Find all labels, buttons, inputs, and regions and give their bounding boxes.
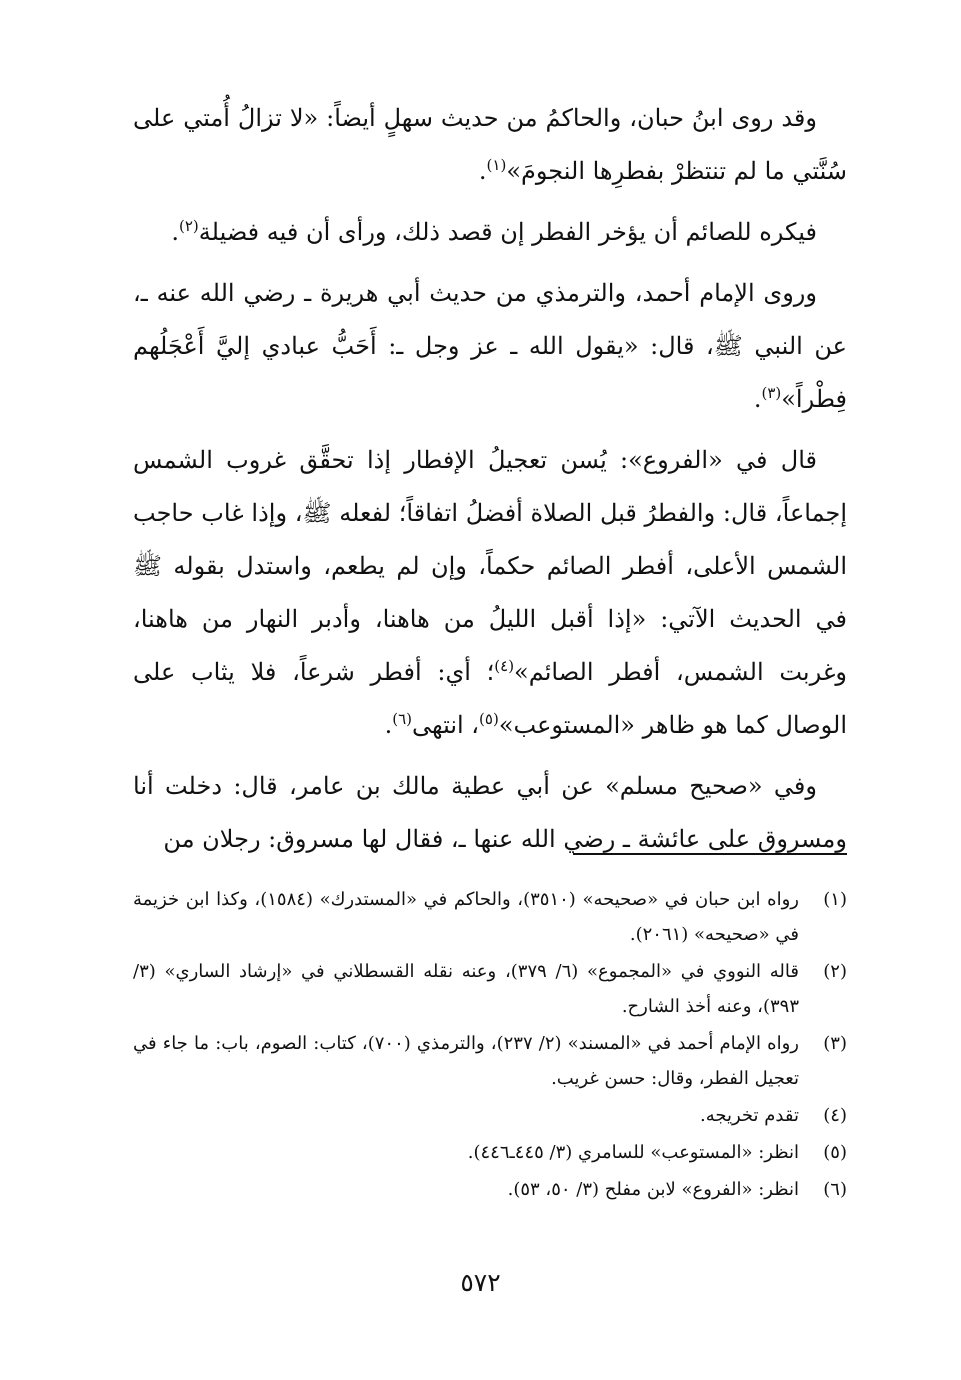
footnote-number: (٣) xyxy=(823,1033,847,1054)
text-span: وروى الإمام أحمد، والترمذي من حديث أبي هريرة ـ رضي الله عنه ـ، عن النبي ﷺ، قال: «يقول الله ـ عز وجل ـ: أَحَبُّ عبادي إليَّ أَعْجَلُهم فِطْراً» xyxy=(133,279,847,413)
paragraph xyxy=(133,92,847,198)
footnote-number: (٤) xyxy=(823,1105,847,1126)
footnote-text: رواه ابن حبان في «صحيحه» (٣٥١٠)، والحاكم في «المستدرك» (١٥٨٤)، وكذا ابن خزيمة في «صحيحه» (٢٠٦١). xyxy=(133,889,799,945)
text-span: . xyxy=(478,157,487,185)
text-span: . xyxy=(384,711,393,739)
footnote xyxy=(133,1135,847,1170)
footnote-number: (٦) xyxy=(823,1179,847,1200)
footnote-ref[interactable]: (٤) xyxy=(494,657,515,675)
text-span: فيكره للصائم أن يؤخر الفطر إن قصد ذلك، ورأى أن فيه فضيلة xyxy=(198,218,817,246)
footnote-number: (٢) xyxy=(823,961,847,982)
text-span: وفي «صحيح مسلم» عن أبي عطية مالك بن عامر، قال: دخلت أنا ومسروق على عائشة ـ رضي الله عنها ـ، فقال لها مسروق: رجلان من xyxy=(133,772,847,853)
footnote-text: انظر: «المستوعب» للسامري (٣/ ٤٤٥ـ٤٤٦). xyxy=(467,1142,799,1163)
footnote-ref[interactable]: (٣) xyxy=(761,384,782,402)
text-span: ، انتهى xyxy=(412,711,480,739)
main-text xyxy=(133,92,847,874)
footnote-number: (٥) xyxy=(823,1142,847,1163)
footnote xyxy=(133,1026,847,1096)
footnote-number: (١) xyxy=(823,889,847,910)
footnote-separator xyxy=(573,853,847,855)
footnote-text: انظر: «الفروع» لابن مفلح (٣/ ٥٠، ٥٣). xyxy=(507,1179,799,1200)
footnote-ref[interactable]: (٢) xyxy=(178,217,199,235)
footnote-text: قاله النووي في «المجموع» (٦/ ٣٧٩)، وعنه نقله القسطلاني في «إرشاد الساري» (٣/ ٣٩٣)، وعنه أخذ الشارح. xyxy=(133,961,800,1017)
footnote xyxy=(133,1098,847,1133)
paragraph xyxy=(133,267,847,426)
footnotes-list xyxy=(133,882,847,1209)
text-span: قال في «الفروع»: يُسن تعجيلُ الإفطار إذا تحقَّق غروب الشمس إجماعاً، قال: والفطرُ قبل الصلاة أفضلُ اتفاقاً؛ لفعله ﷺ، وإذا غاب حاجب الشمس الأعلى، أفطر الصائم حكماً، وإن لم يطعم، واستدل بقوله ﷺ في الحديث الآتي: «إذا أقبل الليلُ من هاهنا، وأدبر النهار من هاهنا، وغربت الشمس، أفطر الصائم» xyxy=(133,446,847,686)
text-span: . xyxy=(171,218,179,246)
text-span: ؛ أي: أفطر شرعاً، فلا يثاب على الوصال كما هو ظاهر «المستوعب» xyxy=(133,658,847,739)
footnote-text: رواه الإمام أحمد في «المسند» (٢/ ٢٣٧)، والترمذي (٧٠٠)، كتاب: الصوم، باب: ما جاء في تعجيل الفطر، وقال: حسن غريب. xyxy=(133,1033,799,1089)
page-number: ٥٧٢ xyxy=(460,1268,501,1297)
paragraph xyxy=(133,206,847,259)
footnote xyxy=(133,954,847,1024)
text-span: وقد روى ابنُ حبان، والحاكمُ من حديث سهلٍ أيضاً: «لا تزالُ أُمتي على سُنَّتي ما لم تنتظرْ بفطرِها النجومَ» xyxy=(133,104,847,185)
footnote-text: تقدم تخريجه. xyxy=(700,1105,799,1126)
footnote-ref[interactable]: (٦) xyxy=(392,710,413,728)
text-span: . xyxy=(753,385,762,413)
footnote-ref[interactable]: (٥) xyxy=(479,710,499,728)
footnote-ref[interactable]: (١) xyxy=(486,156,507,174)
paragraph xyxy=(133,434,847,752)
footnote xyxy=(133,1172,847,1207)
paragraph xyxy=(133,760,847,866)
footnote xyxy=(133,882,847,952)
